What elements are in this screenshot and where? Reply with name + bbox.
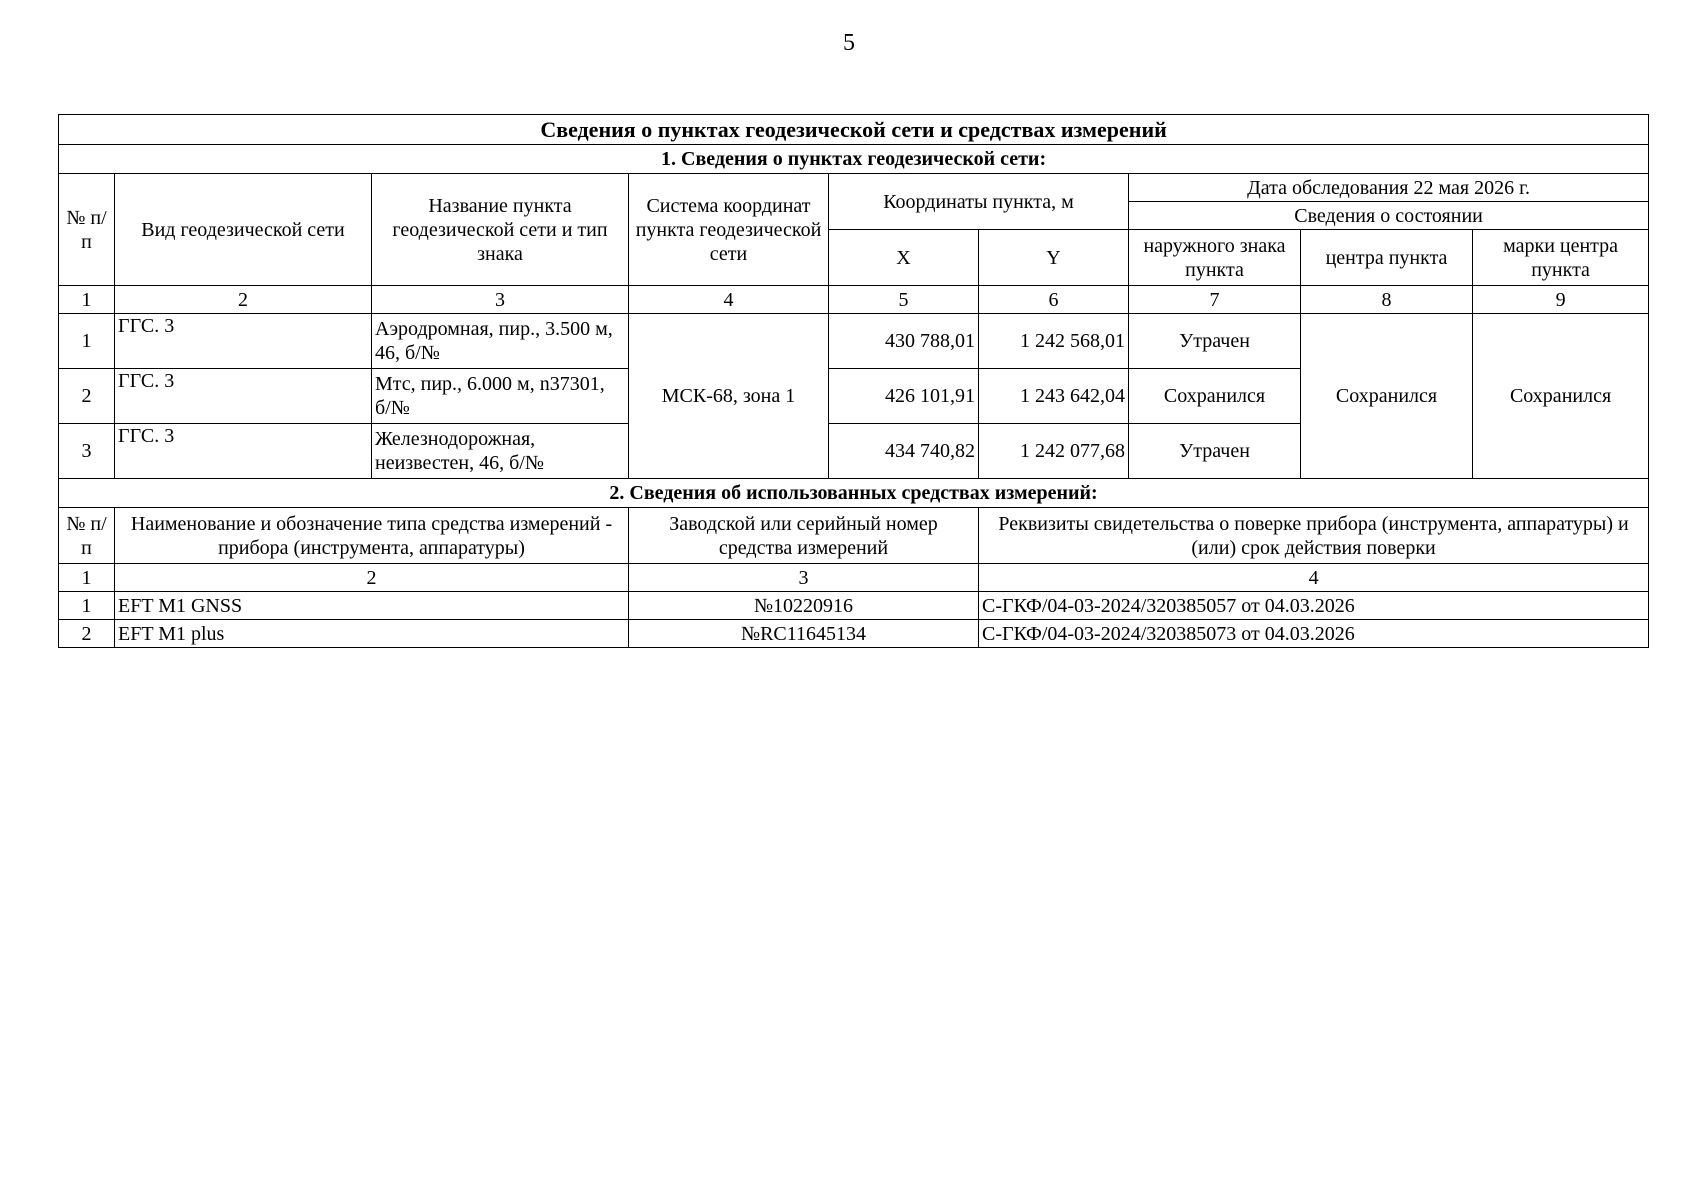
row-point-name: Мтс, пир., 6.000 м, n37301, б/№ — [372, 369, 629, 424]
table-row — [59, 592, 1649, 620]
column-number: 3 — [629, 564, 979, 592]
header-center: центра пункта — [1301, 230, 1473, 286]
row-outer-sign: Утрачен — [1129, 424, 1301, 479]
inst-name: EFT M1 plus — [115, 620, 629, 648]
page-number: 5 — [843, 30, 855, 56]
geodetic-network-table — [58, 114, 1649, 648]
row-y: 1 242 077,68 — [979, 424, 1129, 479]
coord-system-value: МСК-68, зона 1 — [629, 314, 829, 479]
inst-num: 1 — [59, 592, 115, 620]
header-y: Y — [979, 230, 1129, 286]
header-num: № п/п — [59, 174, 115, 286]
row-x: 434 740,82 — [829, 424, 979, 479]
column-number: 1 — [59, 564, 115, 592]
column-number: 6 — [979, 286, 1129, 314]
row-point-name: Аэродромная, пир., 3.500 м, 46, б/№ — [372, 314, 629, 369]
header-center-mark: марки центра пункта — [1473, 230, 1649, 286]
row-outer-sign: Утрачен — [1129, 314, 1301, 369]
inst-column-number-row — [59, 564, 1649, 592]
row-y: 1 243 642,04 — [979, 369, 1129, 424]
inst-num: 2 — [59, 620, 115, 648]
row-outer-sign: Сохранился — [1129, 369, 1301, 424]
column-number: 3 — [372, 286, 629, 314]
inst-header-num: № п/п — [59, 508, 115, 564]
inst-certificate: С-ГКФ/04-03-2024/320385057 от 04.03.2026 — [979, 592, 1649, 620]
column-number: 1 — [59, 286, 115, 314]
row-x: 426 101,91 — [829, 369, 979, 424]
inst-serial: №RC11645134 — [629, 620, 979, 648]
row-network-type: ГГС. 3 — [115, 424, 372, 479]
row-num: 3 — [59, 424, 115, 479]
column-number: 4 — [979, 564, 1649, 592]
column-number: 2 — [115, 564, 629, 592]
header-point-name: Название пункта геодезической сети и тип знака — [372, 174, 629, 286]
column-number: 4 — [629, 286, 829, 314]
header-survey-date: Дата обследования 22 мая 2026 г. — [1129, 174, 1649, 202]
inst-certificate: С-ГКФ/04-03-2024/320385073 от 04.03.2026 — [979, 620, 1649, 648]
header-x: X — [829, 230, 979, 286]
section2-heading: 2. Сведения об использованных средствах измерений: — [59, 479, 1649, 508]
inst-name: EFT M1 GNSS — [115, 592, 629, 620]
row-num: 2 — [59, 369, 115, 424]
column-number: 8 — [1301, 286, 1473, 314]
section1-heading: 1. Сведения о пунктах геодезической сети: — [59, 145, 1649, 174]
inst-header-certificate: Реквизиты свидетельства о поверке прибора (инструмента, аппаратуры) и (или) срок действия поверки — [979, 508, 1649, 564]
row-point-name: Железнодорожная, неизвестен, 46, б/№ — [372, 424, 629, 479]
center-mark-state: Сохранился — [1473, 314, 1649, 479]
column-number: 5 — [829, 286, 979, 314]
header-network-type: Вид геодезической сети — [115, 174, 372, 286]
table-row — [59, 314, 1649, 369]
inst-serial: №10220916 — [629, 592, 979, 620]
row-x: 430 788,01 — [829, 314, 979, 369]
column-number: 7 — [1129, 286, 1301, 314]
row-network-type: ГГС. 3 — [115, 369, 372, 424]
header-coord-system: Система координат пункта геодезической сети — [629, 174, 829, 286]
center-state: Сохранился — [1301, 314, 1473, 479]
column-number: 2 — [115, 286, 372, 314]
table-row — [59, 620, 1649, 648]
table-title: Сведения о пунктах геодезической сети и средствах измерений — [59, 115, 1649, 145]
header-coords: Координаты пункта, м — [829, 174, 1129, 230]
row-network-type: ГГС. 3 — [115, 314, 372, 369]
column-number: 9 — [1473, 286, 1649, 314]
inst-header-serial: Заводской или серийный номер средства измерений — [629, 508, 979, 564]
row-num: 1 — [59, 314, 115, 369]
column-number-row — [59, 286, 1649, 314]
inst-header-name: Наименование и обозначение типа средства измерений - прибора (инструмента, аппаратуры) — [115, 508, 629, 564]
row-y: 1 242 568,01 — [979, 314, 1129, 369]
header-outer-sign: наружного знака пункта — [1129, 230, 1301, 286]
header-condition: Сведения о состоянии — [1129, 202, 1649, 230]
